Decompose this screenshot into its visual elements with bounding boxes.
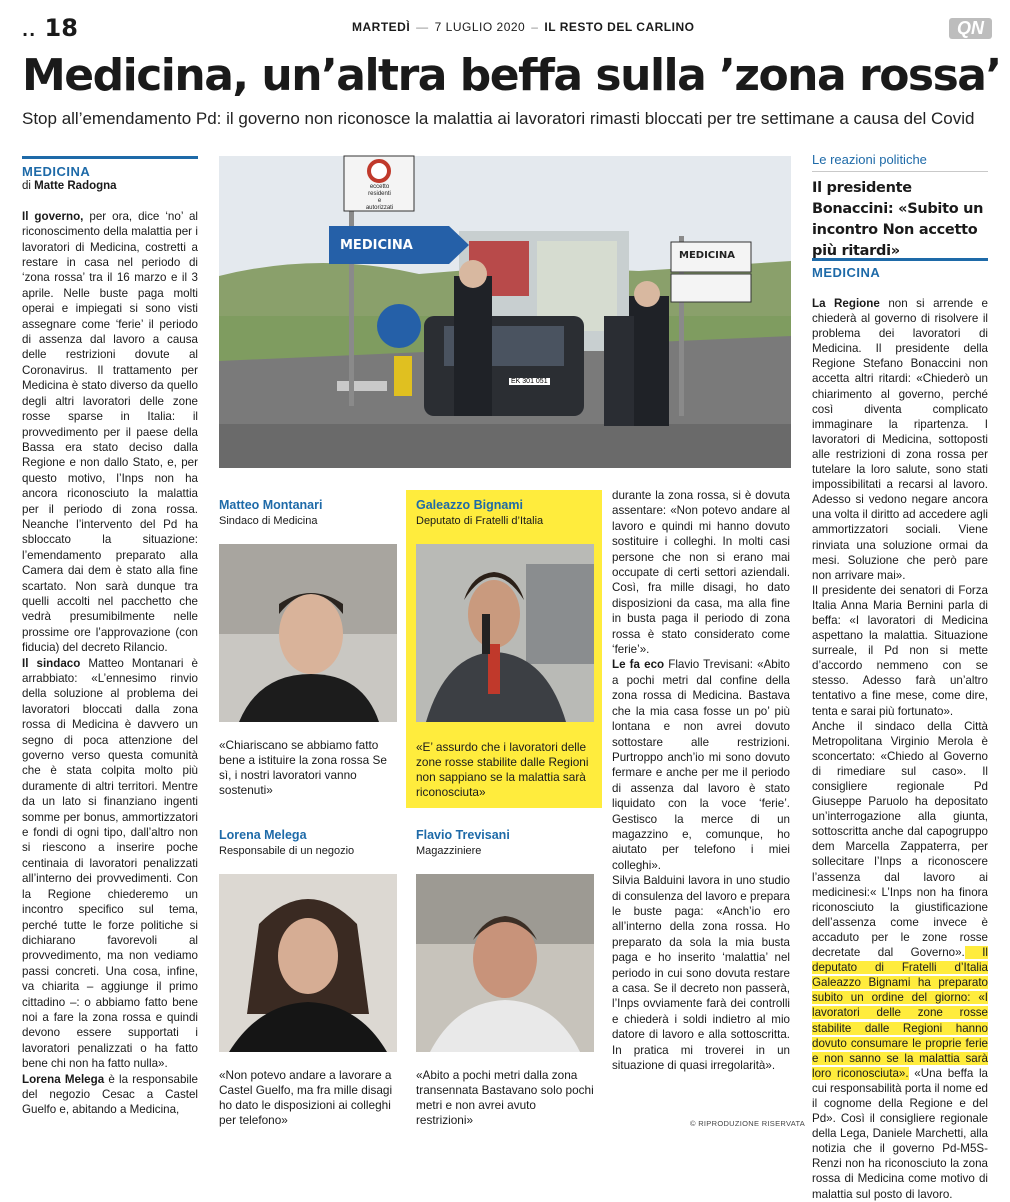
article-paragraph: Silvia Balduini lavora in uno studio di consulenza del lavoro e prepara le buste paga: «Anch’io ero all’interno della zona rossa. Ho preparato da sola la mia busta paga e ho inserito ‘malattia’ nel periodo in cui sono dovuta restare a casa. Se il decreto non passerà, l’Inps ovviamente farà dei controlli e chiederà i soldi indietro al mio datore di lavoro e alla sottoscritta. In pratica mi troverei in un situazione di quasi irregolarità».: [612, 874, 790, 1073]
profile-photo: [219, 874, 397, 1052]
article-paragraph: durante la zona rossa, si è dovuta assentare: «Non potevo andare al lavoro e quindi mi hanno dovuto sostituire i colleghi. In molti casi persone che non si erano mai occupate di certi settori aziendali. Così, fra mille disagi, ho dato disposizioni da casa, ma alla fine in busta paga il periodo di zona rossa è stato considerato come ‘ferie’».: [612, 489, 790, 657]
qn-logo: QN: [949, 18, 992, 39]
profile-matteo-montanari: [219, 498, 397, 818]
sign-medicina-left: MEDICINA: [340, 238, 413, 253]
article-paragraph: Lorena Melega è la responsabile del negozio Cesac a Castel Guelfo e, abitando a Medicina,: [22, 1072, 198, 1117]
profile-role: Deputato di Fratelli d’Italia: [416, 515, 544, 527]
profile-flavio-trevisani: [416, 828, 596, 1128]
profile-photo: [416, 544, 594, 722]
profile-name: Flavio Trevisani: [416, 828, 510, 842]
dateline: MARTEDÌ — 7 LUGLIO 2020 – IL RESTO DEL CARLINO: [352, 20, 695, 34]
article-paragraph: Le fa eco Flavio Trevisani: «Abito a pochi metri dal confine della zona rossa di Medicina. Bastava che la mia casa fosse un po’ più lontana e non avrei dovuto sottostare alle restrizioni. Purtroppo anch’io mi sono dovuto fermare e anche per me il periodo di assenza dal lavoro è stato liquidato con la voce ‘ferie’. Gestisco la merce di un magazzino e, comunque, ho aiutato per telefono i miei colleghi».: [612, 658, 790, 872]
profile-role: Magazziniere: [416, 845, 482, 857]
copyright: © RIPRODUZIONE RISERVATA: [690, 1119, 806, 1128]
article-paragraph: Il governo, per ora, dice ‘no’ al riconoscimento della malattia per i lavoratori di Medicina, costretti a restare in casa nel periodo di ‘zona rossa’ tra il 16 marzo e il 3 aprile. Nelle buste paga molti operai e impiegati si sono visti assegnare come ‘ferie’ il periodo di assenza dal lavoro a causa delle restrizioni dovute al Coronavirus. Il trattamento per Medicina è stato diverso da quello degli altri lavoratori delle zone rosse sparse in Italia: il provvedimento per il paese della Bassa era stato deciso dalla Regione e non dallo Stato, e, per questo motivo, l’Inps non ha ancora riconosciuto la malattia per il periodo di zona rossa. Neanche l’intervento del Pd ha sbloccato la situazione: l’emendamento preparato alla Camera dai dem è stato alla fine scartato. Non sarà dunque tra quelli accolti nel pacchetto che vedrà presumibilmente nelle prossime ore l’approvazione (con fiducia) del decreto Rilancio.: [22, 209, 198, 655]
article-kicker: MEDICINA: [22, 164, 91, 179]
roadblock-photo: [219, 156, 791, 468]
sidebar-paragraph: La Regione non si arrende e chiederà al governo di risolvere il problema dei lavoratori di Medicina. Il presidente della Regione Stefano Bonaccini non accetta altri ritardi: «Chiederò un chiarimento al governo, perché così diventa complicato immaginare la ripartenza. I lavoratori di Medicina, sottoposti alle restrizioni di zona rossa per tutelare la loro salute, sono stati impossibilitati a recarsi al lavoro. Adesso si vedono negare ancora una volta il diritto ad accedere agli ammortizzatori sociali. Viene rinviata una soluzione ormai da mesi. Soluzione che però pare non arrivare mai».: [812, 297, 988, 582]
article-column-left: [22, 156, 198, 1118]
sign-exception: eccetto residenti e autorizzati: [365, 184, 394, 211]
page-header: [22, 14, 992, 44]
headline: Medicina, un’altra beffa sulla ’zona rossa’: [22, 50, 1001, 101]
profile-name: Galeazzo Bignami: [416, 498, 523, 512]
main-photo: [219, 156, 791, 468]
sidebar-title: Il presidente Bonaccini: «Subito un incontro Non accetto più ritardi»: [812, 180, 984, 259]
subheadline: Stop all’emendamento Pd: il governo non riconosce la malattia ai lavoratori rimasti bloccati per tre settimane a causa del Covid: [22, 109, 975, 128]
article-paragraph: Il sindaco Matteo Montanari è arrabbiato: «L’ennesimo rinvio della soluzione al problema dei lavoratori bloccati dalla zona rossa di Medicina è davvero un segno di poca attenzione del governo verso questa comunità che è stata colpita molto più duramente di altri territori. Mentre da un lato si finanziano ingenti somme per bonus, ammortizzatori e fondi di ogni tipo, dall’altro non si riescono a inserire poche centinaia di lavoratori penalizzati all’interno dei provvedimenti. Con la Regione chiederemo un incontro specifico sul tema, perché tutte le forze politiche si dichiarano favorevoli al provvedimento, ma non vediamo passi concreti. Una cosa, infine, va chiarita – aggiunge il primo cittadino –: o abbiamo fatto bene noi a fare la zona rossa e quindi devono essere supportati i lavoratori penalizzati o ha fatto bene chi non ha fatto nulla».: [22, 656, 198, 1071]
page-number: .. 18: [22, 14, 78, 42]
sidebar-paragraph: Il presidente dei senatori di Forza Italia Anna Maria Bernini parla di beffa: «I lavoratori di Medicina aspettano la malattia. Situazione surreale, il Pd non si mette d’accordo nemmeno con se stesso. Adesso farà un’altro tentativo a fine mese, come dire, tenta e sarai più fortunato».: [812, 583, 988, 718]
sidebar-kicker: Le reazioni politiche: [812, 152, 988, 172]
profile-lorena-melega: [219, 828, 397, 1128]
sign-medicina-right: MEDICINA: [679, 250, 735, 261]
profile-quote: «Chiariscano se abbiamo fatto bene a istituire la zona rossa Se sì, i nostri lavoratori vanno sostenuti»: [219, 738, 387, 797]
sidebar-paragraph: Anche il sindaco della Città Metropolitana Virginio Merola è sconcertato: «Chiedo al Governo di rimediare sul caso». Il consigliere regionale Pd Giuseppe Paruolo ha depositato un’interrogazione alla giunta, sottoscritta anche dal capogruppo dem Marcella Zappaterra, per sollecitare l’Inps a riconoscere l’assenza dal lavoro ai medicinesi:« L’Inps non ha finora riconosciuto la giustificazione dell’assenza come invece è accaduto per le zone rosse decretate dal Governo». Il deputato di Fratelli d’Italia Galeazzo Bignami ha preparato subito un ordine del giorno: «I lavoratori delle zone rosse stabilite dalle Regioni hanno dovuto consumare le proprie ferie e non sanno se la malattia sarà loro riconosciuta». «Una beffa la cui responsabilità porta il nome ed il cognome della Regione e del Pd». Così il consigliere regionale della Lega, Daniele Marchetti, alla notizia che il governo Pd-M5S-Renzi non ha riconosciuto la zona rossa di Medicina come motivo di malattia sul posto di lavoro.: [812, 719, 988, 1201]
profile-photo: [219, 544, 397, 722]
profile-role: Responsabile di un negozio: [219, 845, 355, 857]
highlighted-text: Il deputato di Fratelli d’Italia Galeazzo Bignami ha preparato subito un ordine del giorno: «I lavoratori delle zone rosse stabilite dalle Regioni hanno dovuto consumare le proprie ferie e non sanno se la malattia sarà loro riconosciuta».: [812, 946, 988, 1080]
profile-photo: [416, 874, 594, 1052]
profile-name: Lorena Melega: [219, 828, 307, 842]
byline: di Matte Radogna: [22, 180, 117, 193]
profile-galeazzo-bignami: [406, 490, 602, 808]
profile-quote: «E’ assurdo che i lavoratori delle zone rosse stabilite dalle Regioni non sappiano se la malattia sarà riconosciuta»: [416, 740, 589, 799]
article-column-middle: [612, 488, 790, 1073]
sidebar-section-label: MEDICINA: [812, 265, 881, 280]
profile-quote: «Abito a pochi metri dalla zona transennata Bastavano solo pochi metri e non avrei avuto restrizioni»: [416, 1068, 594, 1127]
profile-role: Sindaco di Medicina: [219, 515, 318, 527]
car-plate: EK 301 051: [511, 378, 548, 385]
profile-quote: «Non potevo andare a lavorare a Castel Guelfo, ma fra mille disagi ho dato le disposizioni ai colleghi per telefono»: [219, 1068, 393, 1127]
section-rule: [22, 156, 198, 195]
profile-name: Matteo Montanari: [219, 498, 323, 512]
sidebar-column: [812, 296, 988, 1202]
sidebar-section: [812, 258, 988, 280]
